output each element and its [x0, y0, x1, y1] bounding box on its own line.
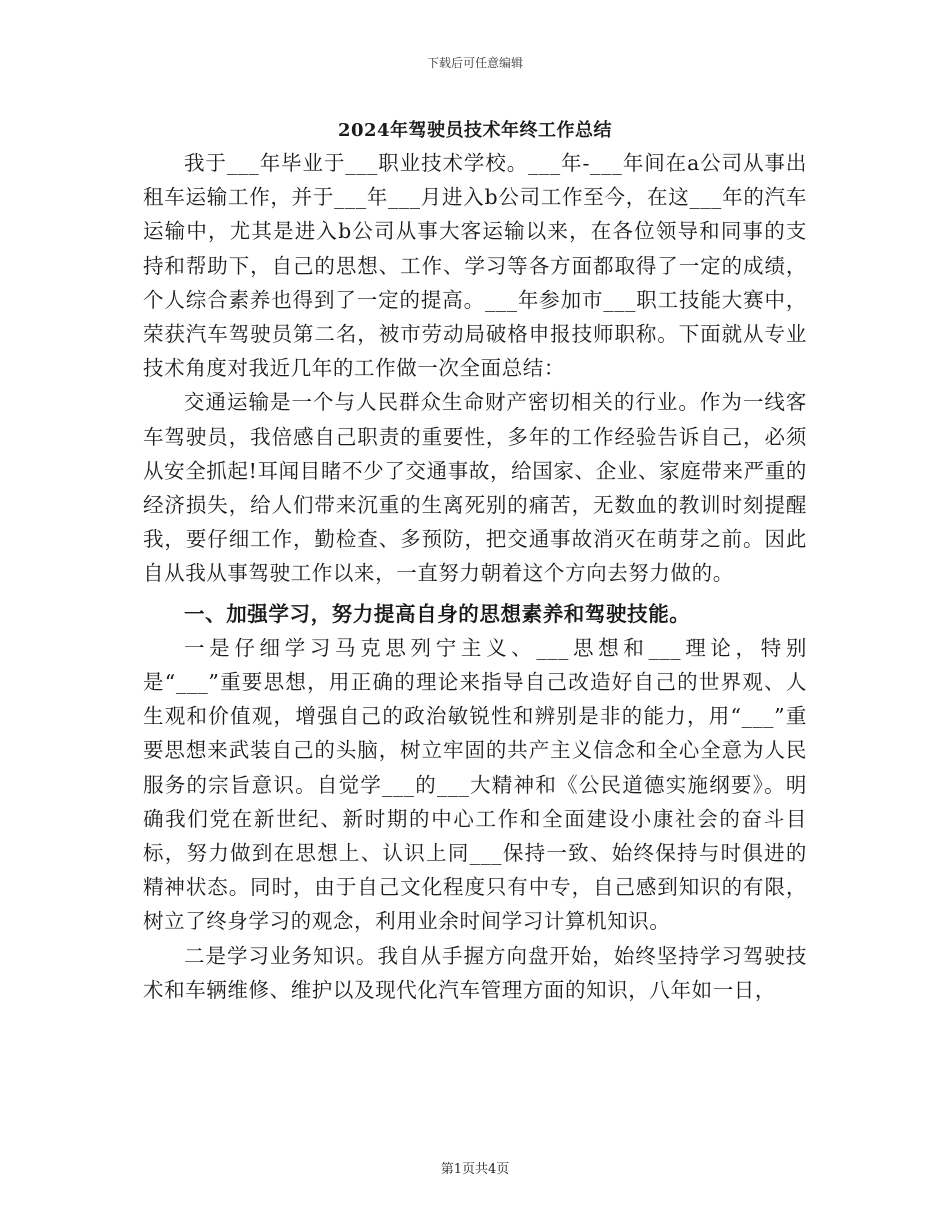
document-title: 2024年驾驶员技术年终工作总结 [337, 120, 613, 141]
section-heading: 一、加强学习，努力提高自身的思想素养和驾驶技能。 [184, 601, 691, 626]
paragraph-study-business: 二是学习业务知识。我自从手握方向盘开始，始终坚持学习驾驶技术和车辆维修、维护以及现代化汽车管理方面的知识，八年如一日， [143, 943, 807, 1002]
paragraph-safety: 交通运输是一个与人民群众生命财产密切相关的行业。作为一线客车驾驶员，我倍感自己职责的重要性，多年的工作经验告诉自己，必须从安全抓起!耳闻目睹不少了交通事故，给国家、企业、家庭带来严重的经济损失，给人们带来沉重的生离死别的痛苦，无数血的教训时刻提醒我，要仔细工作，勤检查、多预防，把交通事故消灭在萌芽之前。因此自从我从事驾驶工作以来，一直努力朝着这个方向去努力做的。 [143, 390, 807, 586]
document-body [143, 146, 807, 1007]
paragraph-study-theory: 一是仔细学习马克思列宁主义、___思想和___理论，特别是“___”重要思想，用正确的理论来指导自己改造好自己的世界观、人生观和价值观，增强自己的政治敏锐性和辨别是非的能力，用“___”重要思想来武装自己的头脑，树立牢固的共产主义信念和全心全意为人民服务的宗旨意识。自觉学___的___大精神和《公民道德实施纲要》。明确我们党在新世纪、新时期的中心工作和全面建设小康社会的奋斗目标，努力做到在思想上、认识上同___保持一致、始终保持与时俱进的精神状态。同时，由于自己文化程度只有中专，自己感到知识的有限，树立了终身学习的观念，利用业余时间学习计算机知识。 [143, 635, 807, 934]
paragraph-intro: 我于___年毕业于___职业技术学校。___年-___年间在a公司从事出租车运输工作，并于___年___月进入b公司工作至今，在这___年的汽车运输中，尤其是进入b公司从事大客运输以来，在各位领导和同事的支持和帮助下，自己的思想、工作、学习等各方面都取得了一定的成绩，个人综合素养也得到了一定的提高。___年参加市___职工技能大赛中，荣获汽车驾驶员第二名，被市劳动局破格申报技师职称。下面就从专业技术角度对我近几年的工作做一次全面总结： [143, 151, 807, 381]
page-header: 下载后可任意编辑 [426, 56, 523, 70]
page-number: 第1页共4页 [440, 1162, 510, 1177]
